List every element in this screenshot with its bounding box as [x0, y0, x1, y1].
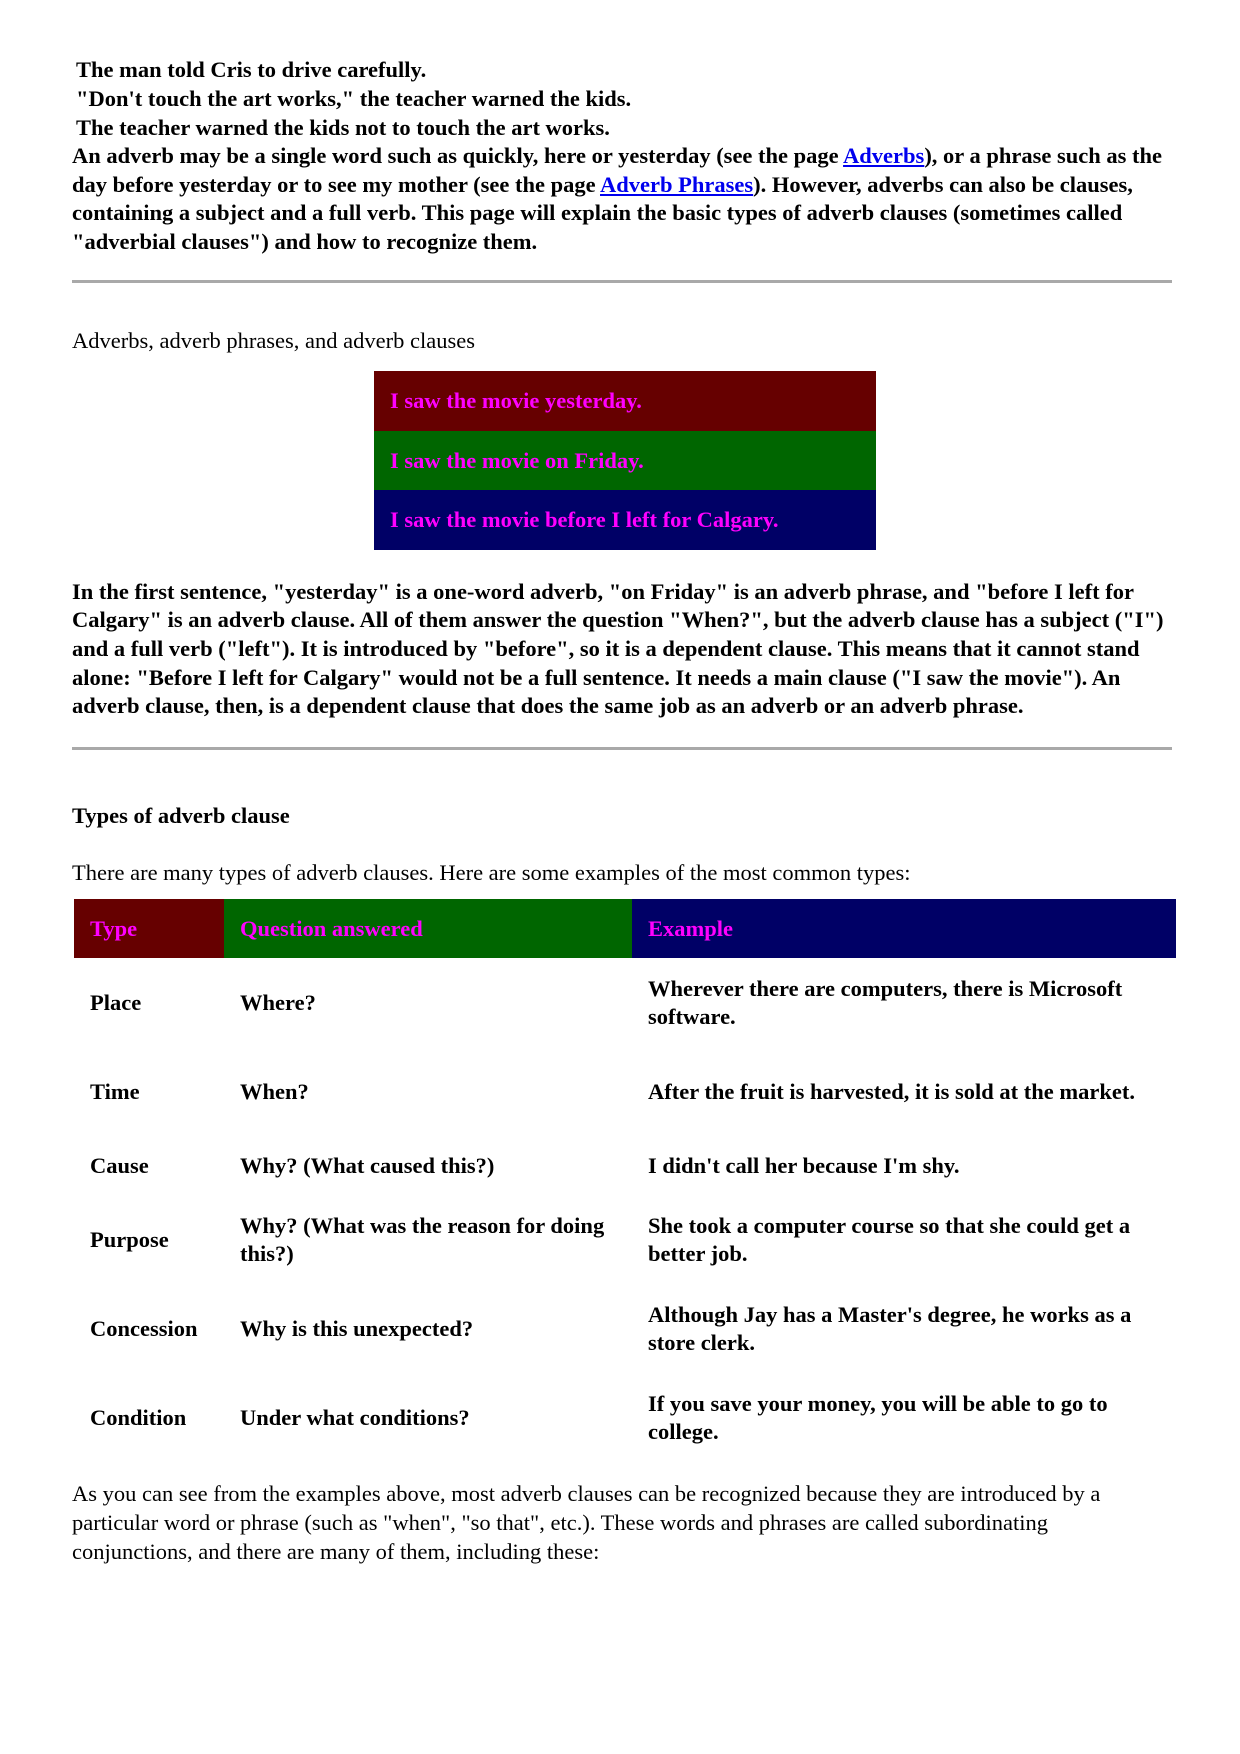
cell-question: Why is this unexpected? — [240, 1315, 474, 1341]
adverbs-link[interactable]: Adverbs — [843, 143, 925, 168]
cell-question: When? — [240, 1078, 309, 1104]
table-row — [74, 958, 1176, 1047]
section2-outro: As you can see from the examples above, most adverb clauses can be recognized because they are introduced by a particular word or phrase (such as "when", "so that", etc.). These words and phrases are called subordinating conjunctions, and there are many of them, including these: — [72, 1481, 1101, 1564]
table-row — [74, 1284, 1176, 1373]
example-sentence-3: I saw the movie before I left for Calgary. — [374, 490, 876, 550]
header-example: Example — [632, 899, 1176, 958]
cell-type: Condition — [90, 1404, 187, 1430]
intro-paragraph-part2: ), or a phrase such as the day before yesterday or to see my mother (see the page — [72, 143, 1163, 197]
section2-title: Types of adverb clause — [72, 802, 290, 828]
table-row — [74, 1373, 1176, 1462]
cell-example: She took a computer course so that she could get a better job. — [648, 1213, 1131, 1267]
document-page — [72, 55, 1172, 1566]
divider-1 — [72, 280, 1172, 283]
header-question: Question answered — [224, 899, 632, 958]
adverb-phrases-link[interactable]: Adverb Phrases — [600, 171, 754, 197]
cell-question: Where? — [240, 989, 316, 1015]
intro-paragraph-part1: An adverb may be a single word such as quickly, here or yesterday (see the page — [72, 143, 844, 168]
cell-type: Purpose — [90, 1227, 169, 1253]
section1-title: Adverbs, adverb phrases, and adverb clauses — [72, 328, 475, 354]
cell-question: Under what conditions? — [240, 1404, 470, 1430]
example-sentence-1: I saw the movie yesterday. — [374, 371, 876, 431]
section2-intro: There are many types of adverb clauses. Here are some examples of the most common types: — [72, 859, 911, 885]
cell-type: Place — [90, 989, 142, 1015]
table-row — [74, 1047, 1176, 1136]
example-sentences-box — [374, 371, 876, 550]
intro-line-2: "Don't touch the art works," the teacher warned the kids. — [76, 86, 632, 111]
cell-example: After the fruit is harvested, it is sold at the market. — [648, 1078, 1136, 1104]
cell-type: Time — [90, 1078, 140, 1104]
cell-example: Wherever there are computers, there is Microsoft software. — [648, 975, 1123, 1029]
divider-2 — [72, 747, 1172, 750]
section1-explanation: In the first sentence, "yesterday" is a one-word adverb, "on Friday" is an adverb phrase, and "before I left for Calgary" is an adverb clause. All of them answer the question "When?", but the adverb clause has a subject ("I") and a full verb ("left"). It is introduced by "before", so it is a dependent clause. This means that it cannot stand alone: "Before I left for Calgary" would not be a full sentence. It needs a main clause ("I saw the movie"). An adverb clause, then, is a dependent clause that does the same job as an adverb or an adverb phrase. — [72, 578, 1164, 719]
table-row — [74, 1136, 1176, 1196]
example-sentence-2: I saw the movie on Friday. — [374, 431, 876, 491]
adverb-clause-types-table — [74, 899, 1176, 1462]
intro-paragraph-part3: ). However, adverbs can also be clauses, containing a subject and a full verb. This page will explain the basic types of adverb clauses (sometimes called "adverbial clauses") and how to recognize them. — [72, 171, 1133, 254]
intro-lines — [72, 55, 1172, 142]
cell-example: I didn't call her because I'm shy. — [648, 1153, 960, 1179]
intro-line-3: The teacher warned the kids not to touch the art works. — [76, 115, 610, 140]
cell-question: Why? (What was the reason for doing this?) — [240, 1213, 605, 1267]
cell-type: Cause — [90, 1153, 149, 1179]
header-type: Type — [74, 899, 224, 958]
table-row — [74, 1196, 1176, 1284]
cell-example: Although Jay has a Master's degree, he works as a store clerk. — [648, 1301, 1132, 1355]
intro-paragraph — [72, 142, 1172, 256]
cell-type: Concession — [90, 1315, 198, 1341]
table-header-row — [74, 899, 1176, 958]
cell-example: If you save your money, you will be able to go to college. — [648, 1390, 1108, 1444]
intro-line-1: The man told Cris to drive carefully. — [76, 57, 427, 82]
cell-question: Why? (What caused this?) — [240, 1153, 495, 1179]
